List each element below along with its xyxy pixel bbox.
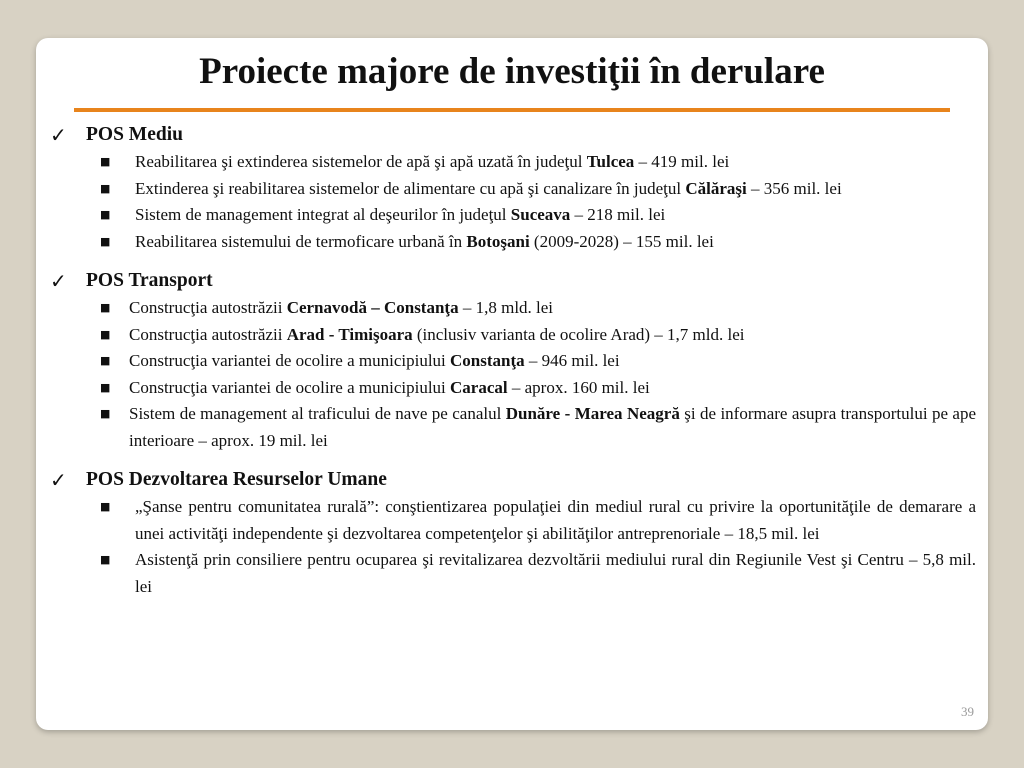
square-bullet-icon: ■	[100, 181, 111, 195]
slide	[36, 38, 988, 730]
checkmark-icon: ✓	[50, 269, 67, 293]
square-bullet-icon: ■	[100, 301, 111, 314]
item-list	[50, 494, 978, 600]
list-item: ■ Construcţia variantei de ocolire a municipiului Constanţa – 946 mil. lei	[50, 348, 978, 375]
square-bullet-icon: ■	[100, 380, 111, 394]
square-bullet-icon: ■	[100, 354, 111, 367]
checkmark-icon: ✓	[50, 468, 67, 492]
list-item: ■ Sistem de management integrat al deşeurilor în judeţul Suceava – 218 mil. lei	[50, 202, 978, 229]
square-bullet-icon: ■	[100, 500, 111, 513]
square-bullet-icon: ■	[100, 234, 111, 248]
list-item: ■ Reabilitarea şi extinderea sistemelor de apă şi apă uzată în judeţul Tulcea – 419 mil. lei	[50, 149, 978, 176]
slide-content	[50, 123, 978, 614]
list-item: ■ Construcţia variantei de ocolire a municipiului Caracal – aprox. 160 mil. lei	[50, 375, 978, 402]
item-list	[50, 149, 978, 255]
list-item: ■ Construcţia autostrăzii Arad - Timişoara (inclusiv varianta de ocolire Arad) – 1,7 mld. lei	[50, 322, 978, 349]
list-item: ■ „Şanse pentru comunitatea rurală”: conştientizarea populaţiei din mediul rural cu privire la oportunităţile de demarare a unei activităţi independente şi dezvoltarea competenţelor şi abilităţilor antreprenoriale – 18,5 mil. lei	[50, 494, 978, 547]
page-number: 39	[961, 704, 974, 719]
section-pos-dru	[50, 468, 978, 600]
square-bullet-icon: ■	[100, 327, 111, 341]
list-item: ■ Extinderea şi reabilitarea sistemelor de alimentare cu apă şi canalizare în judeţul Călăraşi – 356 mil. lei	[50, 176, 978, 203]
square-bullet-icon: ■	[100, 553, 111, 566]
item-list	[50, 295, 978, 454]
square-bullet-icon: ■	[100, 155, 111, 168]
title-underline	[74, 108, 950, 112]
section-heading: ✓ POS Dezvoltarea Resurselor Umane	[50, 468, 387, 492]
list-item: ■ Reabilitarea sistemului de termoficare urbană în Botoşani (2009-2028) – 155 mil. lei	[50, 229, 978, 256]
list-item: ■ Construcţia autostrăzii Cernavodă – Constanţa – 1,8 mld. lei	[50, 295, 978, 322]
section-heading: ✓ POS Transport	[50, 269, 213, 293]
checkmark-icon: ✓	[50, 123, 67, 147]
square-bullet-icon: ■	[100, 407, 111, 420]
section-heading: ✓ POS Mediu	[50, 123, 183, 147]
square-bullet-icon: ■	[100, 208, 111, 221]
section-pos-mediu	[50, 123, 978, 255]
slide-title: Proiecte majore de investiţii în derulare	[199, 51, 825, 92]
section-pos-transport	[50, 269, 978, 454]
list-item: ■ Asistenţă prin consiliere pentru ocuparea şi revitalizarea dezvoltării mediului rural din Regiunile Vest şi Centru – 5,8 mil. lei	[50, 547, 978, 600]
list-item: ■ Sistem de management al traficului de nave pe canalul Dunăre - Marea Neagră şi de informare asupra transportului pe ape interioare – aprox. 19 mil. lei	[50, 401, 978, 454]
